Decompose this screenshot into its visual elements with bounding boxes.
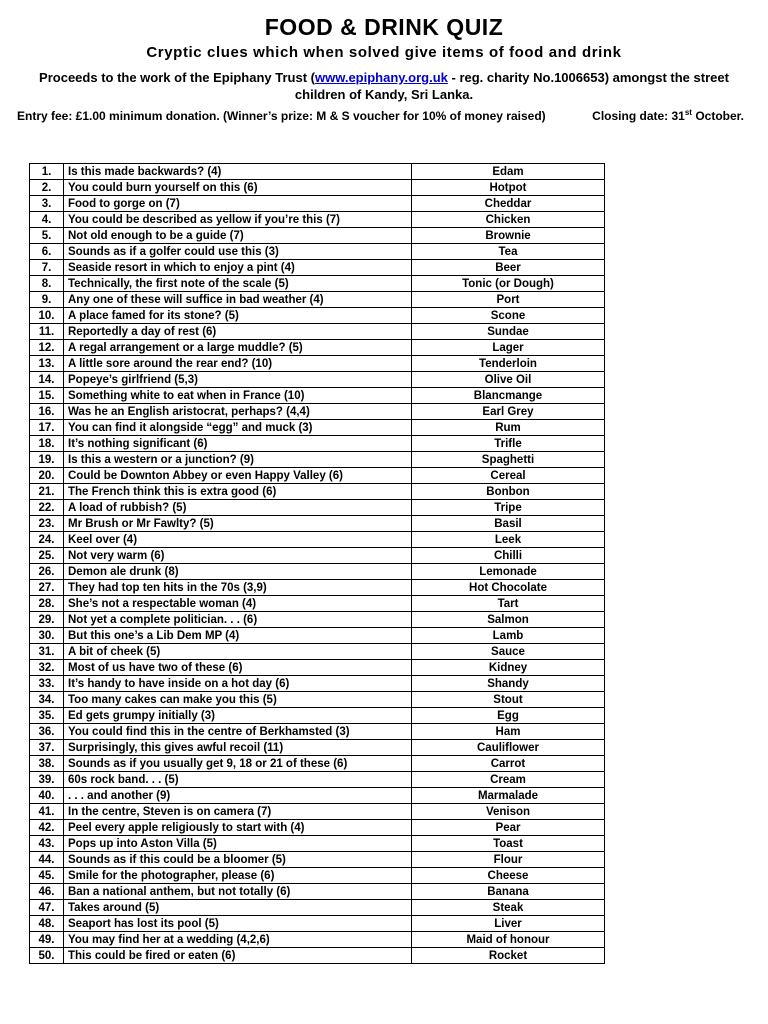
quiz-answer: Port — [412, 292, 605, 308]
quiz-row — [30, 180, 605, 196]
quiz-answer: Cream — [412, 772, 605, 788]
quiz-row — [30, 324, 605, 340]
quiz-answer: Stout — [412, 692, 605, 708]
quiz-number: 18. — [30, 436, 64, 452]
quiz-answer: Sundae — [412, 324, 605, 340]
quiz-row — [30, 788, 605, 804]
quiz-answer: Banana — [412, 884, 605, 900]
quiz-row — [30, 340, 605, 356]
page-subtitle: Cryptic clues which when solved give items of food and drink — [146, 44, 622, 61]
quiz-number: 8. — [30, 276, 64, 292]
quiz-row — [30, 452, 605, 468]
quiz-row — [30, 196, 605, 212]
quiz-row — [30, 244, 605, 260]
quiz-row — [30, 292, 605, 308]
quiz-answer: Maid of honour — [412, 932, 605, 948]
quiz-row — [30, 772, 605, 788]
quiz-row — [30, 388, 605, 404]
quiz-answer: Lamb — [412, 628, 605, 644]
quiz-clue: Not yet a complete politician. . . (6) — [64, 612, 412, 628]
quiz-answer: Tea — [412, 244, 605, 260]
quiz-clue: She’s not a respectable woman (4) — [64, 596, 412, 612]
quiz-clue: Popeye’s girlfriend (5,3) — [64, 372, 412, 388]
quiz-clue: Most of us have two of these (6) — [64, 660, 412, 676]
quiz-number: 7. — [30, 260, 64, 276]
quiz-number: 6. — [30, 244, 64, 260]
quiz-number: 5. — [30, 228, 64, 244]
closing-date-month: October. — [691, 109, 744, 123]
quiz-answer: Edam — [412, 164, 605, 180]
quiz-row — [30, 804, 605, 820]
quiz-clue: Seaport has lost its pool (5) — [64, 916, 412, 932]
quiz-row — [30, 436, 605, 452]
quiz-number: 42. — [30, 820, 64, 836]
quiz-clue: Smile for the photographer, please (6) — [64, 868, 412, 884]
quiz-number: 20. — [30, 468, 64, 484]
entry-fee: Entry fee: £1.00 minimum donation. (Winner’s prize: M & S voucher for 10% of money raised) — [17, 109, 546, 123]
quiz-clue: Surprisingly, this gives awful recoil (11) — [64, 740, 412, 756]
quiz-number: 23. — [30, 516, 64, 532]
quiz-number: 45. — [30, 868, 64, 884]
quiz-clue: This could be fired or eaten (6) — [64, 948, 412, 964]
quiz-number: 32. — [30, 660, 64, 676]
quiz-clue: Sounds as if a golfer could use this (3) — [64, 244, 412, 260]
quiz-answer: Sauce — [412, 644, 605, 660]
quiz-clue: A regal arrangement or a large muddle? (5) — [64, 340, 412, 356]
quiz-clue: Sounds as if you usually get 9, 18 or 21 of these (6) — [64, 756, 412, 772]
quiz-number: 21. — [30, 484, 64, 500]
quiz-number: 35. — [30, 708, 64, 724]
quiz-row — [30, 916, 605, 932]
quiz-number: 36. — [30, 724, 64, 740]
quiz-clue: You could find this in the centre of Berkhamsted (3) — [64, 724, 412, 740]
quiz-row — [30, 500, 605, 516]
quiz-number: 49. — [30, 932, 64, 948]
quiz-row — [30, 228, 605, 244]
quiz-answer: Venison — [412, 804, 605, 820]
quiz-row — [30, 692, 605, 708]
quiz-answer: Salmon — [412, 612, 605, 628]
quiz-number: 29. — [30, 612, 64, 628]
quiz-answer: Brownie — [412, 228, 605, 244]
quiz-clue: You may find her at a wedding (4,2,6) — [64, 932, 412, 948]
quiz-answer: Earl Grey — [412, 404, 605, 420]
closing-date — [592, 109, 744, 123]
quiz-number: 41. — [30, 804, 64, 820]
quiz-row — [30, 724, 605, 740]
quiz-number: 46. — [30, 884, 64, 900]
quiz-clue: Food to gorge on (7) — [64, 196, 412, 212]
quiz-row — [30, 404, 605, 420]
quiz-answer: Shandy — [412, 676, 605, 692]
quiz-clue: Demon ale drunk (8) — [64, 564, 412, 580]
quiz-answer: Liver — [412, 916, 605, 932]
quiz-answer: Pear — [412, 820, 605, 836]
quiz-number: 34. — [30, 692, 64, 708]
quiz-row — [30, 164, 605, 180]
quiz-number: 37. — [30, 740, 64, 756]
proceeds-text — [30, 69, 738, 103]
quiz-number: 30. — [30, 628, 64, 644]
quiz-row — [30, 516, 605, 532]
quiz-clue: Takes around (5) — [64, 900, 412, 916]
quiz-answer: Toast — [412, 836, 605, 852]
quiz-row — [30, 884, 605, 900]
quiz-row — [30, 596, 605, 612]
quiz-number: 40. — [30, 788, 64, 804]
quiz-clue: Not old enough to be a guide (7) — [64, 228, 412, 244]
quiz-row — [30, 708, 605, 724]
quiz-answer: Tonic (or Dough) — [412, 276, 605, 292]
quiz-row — [30, 676, 605, 692]
quiz-number: 3. — [30, 196, 64, 212]
quiz-clue: Not very warm (6) — [64, 548, 412, 564]
quiz-row — [30, 756, 605, 772]
quiz-number: 11. — [30, 324, 64, 340]
quiz-answer: Ham — [412, 724, 605, 740]
quiz-answer: Tart — [412, 596, 605, 612]
quiz-clue: Peel every apple religiously to start with (4) — [64, 820, 412, 836]
quiz-clue: Mr Brush or Mr Fawlty? (5) — [64, 516, 412, 532]
quiz-row — [30, 836, 605, 852]
quiz-clue: A bit of cheek (5) — [64, 644, 412, 660]
quiz-number: 26. — [30, 564, 64, 580]
closing-date-suffix: st — [684, 108, 692, 117]
quiz-row — [30, 900, 605, 916]
quiz-answer: Lemonade — [412, 564, 605, 580]
quiz-clue: They had top ten hits in the 70s (3,9) — [64, 580, 412, 596]
quiz-answer: Marmalade — [412, 788, 605, 804]
quiz-number: 44. — [30, 852, 64, 868]
quiz-clue: Sounds as if this could be a bloomer (5) — [64, 852, 412, 868]
quiz-number: 48. — [30, 916, 64, 932]
quiz-row — [30, 740, 605, 756]
quiz-answer: Blancmange — [412, 388, 605, 404]
quiz-row — [30, 852, 605, 868]
quiz-row — [30, 356, 605, 372]
quiz-answer: Cereal — [412, 468, 605, 484]
quiz-number: 12. — [30, 340, 64, 356]
quiz-row — [30, 580, 605, 596]
quiz-clue: But this one’s a Lib Dem MP (4) — [64, 628, 412, 644]
quiz-number: 14. — [30, 372, 64, 388]
quiz-number: 13. — [30, 356, 64, 372]
quiz-number: 43. — [30, 836, 64, 852]
quiz-number: 4. — [30, 212, 64, 228]
quiz-answer: Scone — [412, 308, 605, 324]
quiz-answer: Leek — [412, 532, 605, 548]
quiz-clue: Keel over (4) — [64, 532, 412, 548]
quiz-number: 16. — [30, 404, 64, 420]
quiz-number: 39. — [30, 772, 64, 788]
quiz-row — [30, 548, 605, 564]
quiz-number: 25. — [30, 548, 64, 564]
quiz-answer: Steak — [412, 900, 605, 916]
quiz-clue: Any one of these will suffice in bad weather (4) — [64, 292, 412, 308]
quiz-clue: 60s rock band. . . (5) — [64, 772, 412, 788]
quiz-clue: Could be Downton Abbey or even Happy Valley (6) — [64, 468, 412, 484]
quiz-answer: Kidney — [412, 660, 605, 676]
quiz-clue: You could burn yourself on this (6) — [64, 180, 412, 196]
quiz-answer: Flour — [412, 852, 605, 868]
quiz-clue: A little sore around the rear end? (10) — [64, 356, 412, 372]
quiz-number: 2. — [30, 180, 64, 196]
quiz-clue: Is this made backwards? (4) — [64, 164, 412, 180]
quiz-number: 50. — [30, 948, 64, 964]
quiz-answer: Lager — [412, 340, 605, 356]
quiz-row — [30, 868, 605, 884]
quiz-clue: It’s nothing significant (6) — [64, 436, 412, 452]
quiz-answer: Cheese — [412, 868, 605, 884]
quiz-number: 15. — [30, 388, 64, 404]
quiz-clue: The French think this is extra good (6) — [64, 484, 412, 500]
epiphany-link[interactable]: www.epiphany.org.uk — [314, 70, 448, 85]
quiz-row — [30, 564, 605, 580]
quiz-number: 19. — [30, 452, 64, 468]
quiz-clue: Seaside resort in which to enjoy a pint (4) — [64, 260, 412, 276]
quiz-row — [30, 468, 605, 484]
quiz-clue: Something white to eat when in France (10) — [64, 388, 412, 404]
quiz-answer: Chicken — [412, 212, 605, 228]
quiz-row — [30, 260, 605, 276]
quiz-answer: Beer — [412, 260, 605, 276]
quiz-clue: Is this a western or a junction? (9) — [64, 452, 412, 468]
quiz-number: 17. — [30, 420, 64, 436]
quiz-row — [30, 820, 605, 836]
quiz-clue: You can find it alongside “egg” and muck (3) — [64, 420, 412, 436]
quiz-clue: Ed gets grumpy initially (3) — [64, 708, 412, 724]
quiz-row — [30, 628, 605, 644]
quiz-number: 38. — [30, 756, 64, 772]
quiz-row — [30, 932, 605, 948]
quiz-number: 28. — [30, 596, 64, 612]
quiz-number: 1. — [30, 164, 64, 180]
quiz-answer: Cheddar — [412, 196, 605, 212]
quiz-answer: Cauliflower — [412, 740, 605, 756]
quiz-row — [30, 276, 605, 292]
quiz-answer: Egg — [412, 708, 605, 724]
quiz-table-body — [30, 164, 605, 964]
quiz-clue: A place famed for its stone? (5) — [64, 308, 412, 324]
quiz-clue: Was he an English aristocrat, perhaps? (4,4) — [64, 404, 412, 420]
quiz-table — [29, 163, 605, 964]
quiz-row — [30, 612, 605, 628]
quiz-row — [30, 532, 605, 548]
quiz-clue: Too many cakes can make you this (5) — [64, 692, 412, 708]
quiz-answer: Rum — [412, 420, 605, 436]
quiz-number: 27. — [30, 580, 64, 596]
quiz-number: 33. — [30, 676, 64, 692]
proceeds-text-after: - reg. charity No.1006653) amongst the street children of Kandy, Sri Lanka. — [294, 70, 729, 102]
quiz-answer: Bonbon — [412, 484, 605, 500]
quiz-number: 31. — [30, 644, 64, 660]
quiz-answer: Chilli — [412, 548, 605, 564]
quiz-row — [30, 484, 605, 500]
quiz-clue: Ban a national anthem, but not totally (6) — [64, 884, 412, 900]
quiz-clue: . . . and another (9) — [64, 788, 412, 804]
page-title: FOOD & DRINK QUIZ — [264, 14, 504, 40]
quiz-answer: Hot Chocolate — [412, 580, 605, 596]
quiz-answer: Basil — [412, 516, 605, 532]
quiz-clue: It’s handy to have inside on a hot day (6) — [64, 676, 412, 692]
quiz-row — [30, 212, 605, 228]
closing-date-label: Closing date: 31 — [592, 109, 685, 123]
quiz-answer: Olive Oil — [412, 372, 605, 388]
quiz-row — [30, 420, 605, 436]
quiz-number: 24. — [30, 532, 64, 548]
quiz-row — [30, 660, 605, 676]
quiz-answer: Tenderloin — [412, 356, 605, 372]
quiz-row — [30, 948, 605, 964]
quiz-answer: Tripe — [412, 500, 605, 516]
quiz-answer: Spaghetti — [412, 452, 605, 468]
quiz-clue: In the centre, Steven is on camera (7) — [64, 804, 412, 820]
quiz-clue: Pops up into Aston Villa (5) — [64, 836, 412, 852]
quiz-answer: Trifle — [412, 436, 605, 452]
quiz-number: 22. — [30, 500, 64, 516]
quiz-clue: Reportedly a day of rest (6) — [64, 324, 412, 340]
quiz-answer: Hotpot — [412, 180, 605, 196]
proceeds-text-before: Proceeds to the work of the Epiphany Trust ( — [39, 70, 315, 85]
quiz-row — [30, 372, 605, 388]
quiz-answer: Rocket — [412, 948, 605, 964]
quiz-clue: A load of rubbish? (5) — [64, 500, 412, 516]
quiz-row — [30, 308, 605, 324]
quiz-number: 9. — [30, 292, 64, 308]
quiz-number: 47. — [30, 900, 64, 916]
quiz-clue: You could be described as yellow if you’re this (7) — [64, 212, 412, 228]
quiz-answer: Carrot — [412, 756, 605, 772]
quiz-clue: Technically, the first note of the scale (5) — [64, 276, 412, 292]
quiz-number: 10. — [30, 308, 64, 324]
quiz-row — [30, 644, 605, 660]
